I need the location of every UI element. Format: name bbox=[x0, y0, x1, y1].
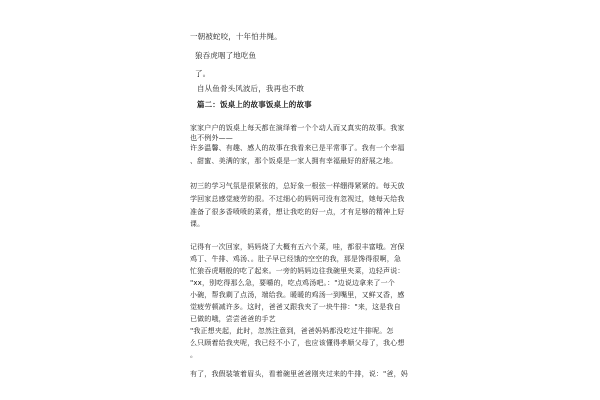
doc-line: 家家户户的饭桌上每天都在演绎着一个个动人而又真实的故事。我家 bbox=[190, 124, 405, 132]
doc-line: 学回家总感觉疲劳的很。不过细心的妈妈可没有忽视过，她每天给我 bbox=[190, 195, 405, 203]
doc-line: 初三的学习气氛是很紧张的，总好象一根弦一样绷得紧紧的。每天放 bbox=[190, 182, 405, 190]
doc-line: 一朝被蛇咬，十年怕井绳。 bbox=[190, 32, 282, 41]
doc-line: 自从鱼骨头风波后，我再也不敢 bbox=[197, 84, 305, 93]
doc-line: 狼吞虎咽了地吃鱼 bbox=[195, 51, 257, 60]
doc-line: "我正想夹起，此时，忽然注意到，爸爸妈妈都没吃过牛排呢。怎 bbox=[190, 327, 394, 335]
doc-line: 了。 bbox=[195, 69, 211, 78]
doc-line: 许多温馨、有趣、感人的故事在我看来已是平常事了。我有一个幸福 bbox=[190, 144, 405, 152]
doc-line: 、甜蜜、美满的家，那个饭桌是一家人拥有幸福最好的舒展之地。 bbox=[190, 157, 398, 165]
doc-line: 有了，我假装皱着眉头，看着碗里爸爸刚夹过来的牛排，说："爸，妈 bbox=[190, 370, 408, 378]
doc-line: "xx，别吃得那么急，要嚼的，吃点鸡汤吧。："边说边拿来了一个 bbox=[190, 279, 395, 287]
doc-line: 。 bbox=[190, 351, 198, 359]
doc-line: 觉疲劳顿减许多。这时，爸爸又跟我夹了一块牛排："来，这是我自 bbox=[190, 303, 401, 311]
doc-line: 么只顾着给我夹呢，我已经不小了，也应该懂得孝顺父母了，我心想 bbox=[190, 339, 405, 347]
doc-line: 小碗，帮我剩了点汤，端给我。暖暖的鸡汤一到嘴里，又鲜又香，感 bbox=[190, 291, 405, 299]
doc-line: 记得有一次回家，妈妈烧了大概有五六个菜，哇，都很丰富哦。宫保 bbox=[190, 243, 405, 251]
doc-line: 已做的哦，尝尝爸爸的手艺 bbox=[190, 315, 276, 323]
doc-line: 也不例外—— bbox=[190, 134, 233, 142]
doc-line: 课。 bbox=[190, 220, 205, 228]
doc-line: 准备了很多香喷喷的菜肴，想让我吃的好一点，才有足够的精神上好 bbox=[190, 208, 405, 216]
section-title: 篇二：饭桌上的故事饭桌上的故事 bbox=[197, 100, 312, 109]
doc-line: 鸡丁、牛排、鸡汤、。肚子早已经饿的空空的我，那是馋得很啊，急 bbox=[190, 255, 401, 263]
doc-line: 忙狼吞虎咽般的吃了起来。一旁的妈妈边往我碗里夹菜，边轻声说： bbox=[190, 267, 405, 275]
